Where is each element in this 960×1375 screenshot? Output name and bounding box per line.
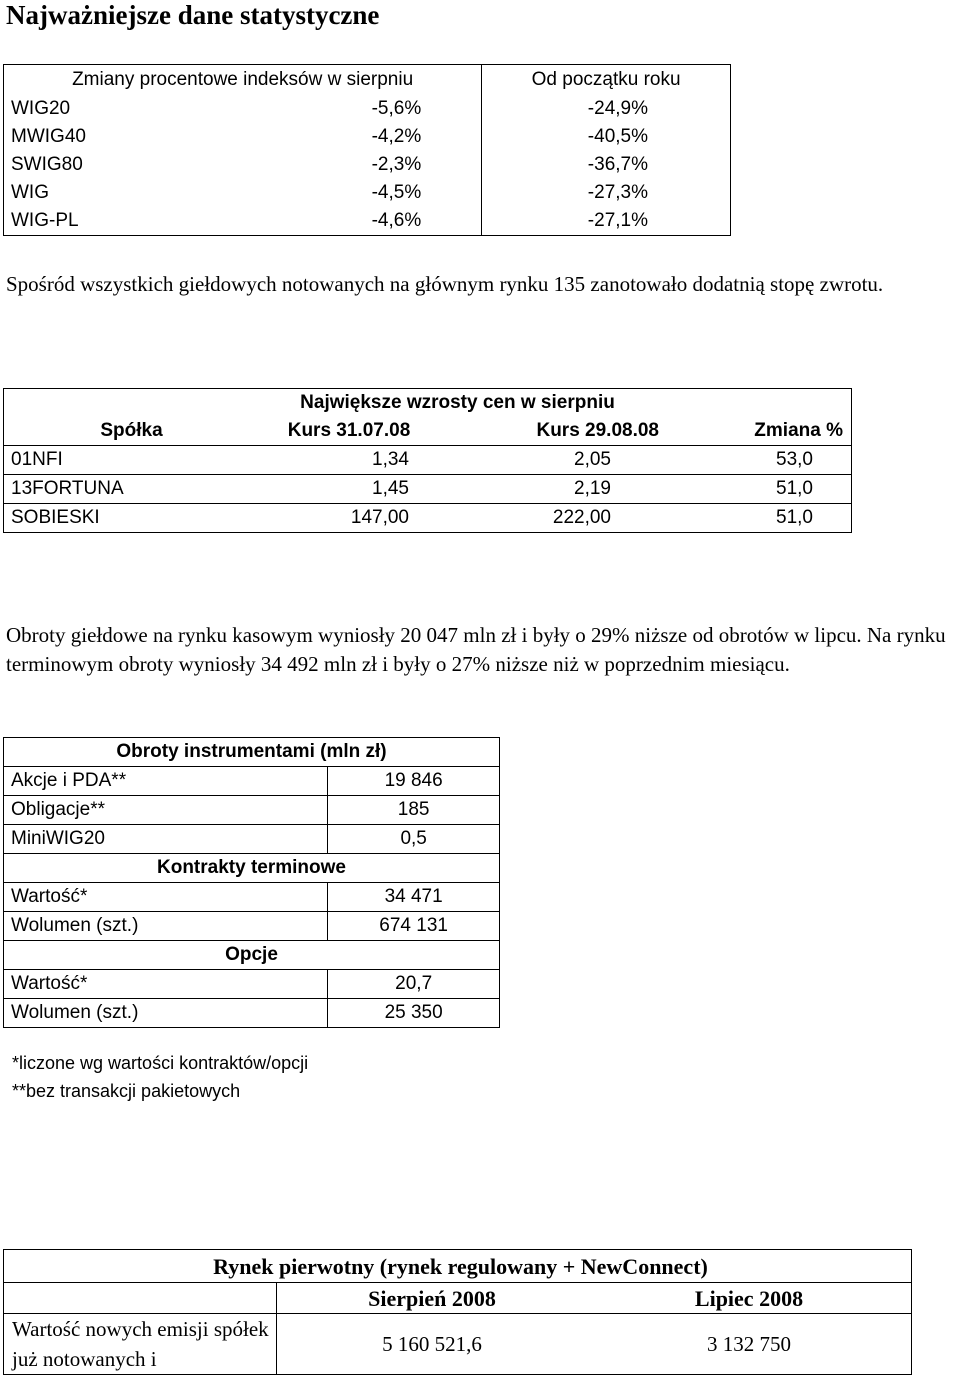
- table-row: [4, 446, 852, 475]
- price-jul: 1,34: [259, 446, 439, 475]
- turnover-value: 19 846: [328, 767, 500, 796]
- index-name: SWIG80: [11, 154, 83, 175]
- price-jul: 1,45: [259, 475, 439, 504]
- gainers-header-row: [4, 417, 852, 446]
- turnover-label: Akcje i PDA**: [4, 767, 328, 796]
- table-row: [4, 475, 852, 504]
- section-futures: Kontrakty terminowe: [4, 854, 500, 883]
- header-change-pct: Zmiana %: [754, 420, 843, 441]
- index-aug-change: -4,2%: [371, 126, 422, 147]
- turnover-label: Wartość*: [4, 883, 328, 912]
- header-company: Spółka: [100, 420, 163, 441]
- gainers-caption: Największe wzrosty cen w sierpniu: [300, 392, 615, 413]
- index-ytd-change: -27,3%: [482, 179, 731, 207]
- index-aug-change: -4,6%: [371, 210, 422, 231]
- turnover-value: 0,5: [328, 825, 500, 854]
- table-row: [4, 796, 500, 825]
- header-price-jul: Kurs 31.07.08: [287, 420, 411, 441]
- price-aug: 2,05: [439, 446, 669, 475]
- table-row: [4, 207, 731, 236]
- table-row: [4, 123, 731, 151]
- index-ytd-change: -36,7%: [482, 151, 731, 179]
- table-row: [4, 151, 731, 179]
- new-issues-jul: 3 132 750: [587, 1314, 912, 1375]
- turnover-value: 674 131: [328, 912, 500, 941]
- index-name: MWIG40: [11, 126, 86, 147]
- turnover-caption: Obroty instrumentami (mln zł): [116, 741, 387, 762]
- section-options: Opcje: [4, 941, 500, 970]
- table-row: [4, 912, 500, 941]
- price-aug: 222,00: [439, 504, 669, 533]
- turnover-label: Wartość*: [4, 970, 328, 999]
- table-row: [4, 95, 731, 123]
- table-row: [4, 1314, 912, 1375]
- new-issues-label: Wartość nowych emisji spółek już notowanych i: [4, 1314, 277, 1375]
- gainers-caption-row: [4, 389, 852, 418]
- turnover-label: Obligacje**: [4, 796, 328, 825]
- company-name: 13FORTUNA: [4, 475, 260, 504]
- primary-caption-row: [4, 1250, 912, 1283]
- primary-market-table: [3, 1249, 912, 1375]
- turnover-label: MiniWIG20: [4, 825, 328, 854]
- header-price-aug: Kurs 29.08.08: [536, 420, 659, 441]
- turnover-table: [3, 737, 500, 1028]
- price-aug: 2,19: [439, 475, 669, 504]
- section-row: [4, 854, 500, 883]
- header-july-2008: Lipiec 2008: [587, 1283, 912, 1314]
- index-ytd-change: -24,9%: [482, 95, 731, 123]
- index-ytd-change: -27,1%: [482, 207, 731, 236]
- positive-return-paragraph: Spośród wszystkich giełdowych notowanych na głównym rynku 135 zanotowało dodatnią stopę zwrotu.: [6, 272, 884, 296]
- index-aug-change: -5,6%: [371, 98, 422, 119]
- primary-caption: Rynek pierwotny (rynek regulowany + NewConnect): [213, 1253, 708, 1279]
- index-aug-change: -4,5%: [371, 182, 422, 203]
- turnover-caption-row: [4, 738, 500, 767]
- turnover-label: Wolumen (szt.): [4, 912, 328, 941]
- table-row: [4, 179, 731, 207]
- table-row: [4, 504, 852, 533]
- index-table-header: [4, 65, 731, 96]
- index-name: WIG20: [11, 98, 71, 119]
- index-name: WIG: [11, 182, 49, 203]
- company-name: 01NFI: [4, 446, 260, 475]
- index-aug-change: -2,3%: [371, 154, 422, 175]
- index-ytd-change: -40,5%: [482, 123, 731, 151]
- table-row: [4, 970, 500, 999]
- change-pct: 53,0: [669, 446, 852, 475]
- empty-header-cell: [4, 1283, 277, 1314]
- turnover-label: Wolumen (szt.): [4, 999, 328, 1028]
- header-year-to-date: Od początku roku: [482, 65, 731, 96]
- turnover-value: 25 350: [328, 999, 500, 1028]
- new-issues-aug: 5 160 521,6: [277, 1314, 588, 1375]
- change-pct: 51,0: [669, 504, 852, 533]
- turnover-value: 185: [328, 796, 500, 825]
- table-row: [4, 999, 500, 1028]
- page-title: Najważniejsze dane statystyczne: [6, 0, 380, 30]
- change-pct: 51,0: [669, 475, 852, 504]
- table-row: [4, 883, 500, 912]
- index-changes-table: [3, 64, 731, 236]
- table-row: [4, 767, 500, 796]
- footnote-block-trades: **bez transakcji pakietowych: [12, 1081, 241, 1101]
- turnover-value: 34 471: [328, 883, 500, 912]
- header-august-2008: Sierpień 2008: [277, 1283, 588, 1314]
- index-name: WIG-PL: [11, 210, 79, 231]
- turnover-value: 20,7: [328, 970, 500, 999]
- price-jul: 147,00: [259, 504, 439, 533]
- company-name: SOBIESKI: [4, 504, 260, 533]
- table-row: [4, 825, 500, 854]
- turnover-paragraph: Obroty giełdowe na rynku kasowym wyniosły 20 047 mln zł i były o 29% niższe od obrotów w lipcu. Na rynku terminowym obroty wyniosły 34 492 mln zł i były o 27% niższe niż w poprzednim miesiącu.: [6, 623, 946, 676]
- biggest-gainers-table: [3, 388, 852, 533]
- footnote-contract-value: *liczone wg wartości kontraktów/opcji: [12, 1053, 309, 1073]
- header-august-changes: Zmiany procentowe indeksów w sierpniu: [72, 69, 414, 90]
- primary-header-row: [4, 1283, 912, 1314]
- section-row: [4, 941, 500, 970]
